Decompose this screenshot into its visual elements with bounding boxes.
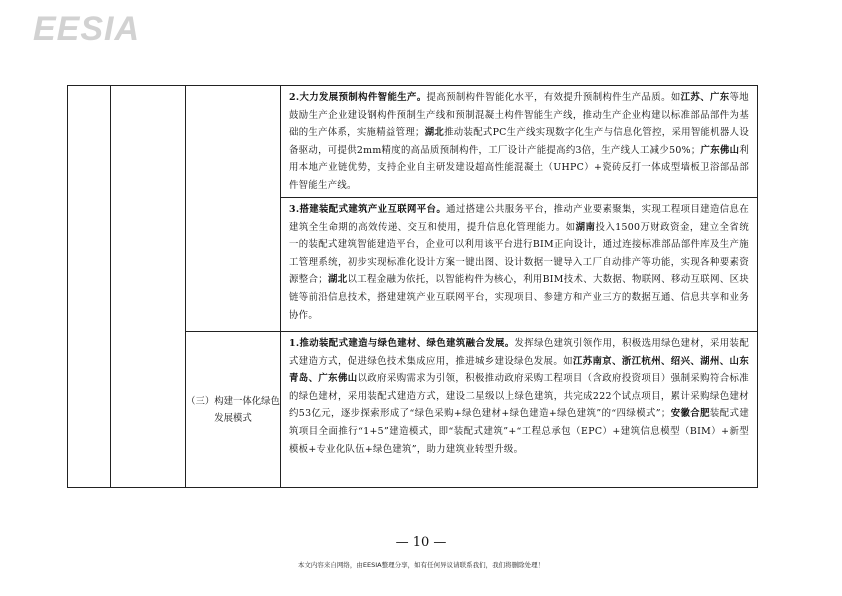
text-segment: 利用本地产业链优势，支持企业自主研发建设超高性能混凝土（UHPC）+瓷砖反打一体成型墙板卫浴部品部件智能生产线。 (289, 144, 750, 191)
bold-text-segment: 湖北 (424, 127, 445, 139)
subsection-cell (186, 86, 281, 332)
text-segment: 等地鼓励生产企业建设钢构件预制生产线和预制混凝土构件智能生产线，推动生产企业构建以标准部品部件为基础的生产体系，实施精益管理； (289, 92, 749, 139)
page-number: — 10 — (395, 535, 447, 550)
bold-text-segment: 湖北 (327, 274, 348, 286)
content-cell-1 (281, 86, 757, 197)
bold-text-segment: 湖南 (575, 221, 596, 233)
text-segment: 装配式建筑项目全面推行“1+5”建造模式，即“装配式建筑”+“工程总承包（EPC）+建筑信息模型（BIM）+新型模板+专业化队伍+绿色建筑”，助力建筑业转型升级。 (289, 408, 750, 455)
subsection-label: （三）构建一体化绿色发展模式 (186, 332, 281, 488)
bold-text-segment: 3.搭建装配式建筑产业互联网平台。 (289, 204, 447, 215)
bold-text-segment: 1.推动装配式建造与绿色建材、绿色建筑融合发展。 (289, 338, 515, 349)
category-cell (68, 86, 111, 488)
subcategory-cell (111, 86, 186, 488)
content-cell-2 (281, 198, 757, 326)
table-row (68, 86, 758, 198)
text-segment: 以政府采购需求为引领，积极推动政府采购工程项目（含政府投资项目）强制采购符合标准的绿色建材，采用装配式建造方式，建设二星级以上绿色建筑，共完成222个试点项目，累计采购绿色建材约53亿元，逐步探索形成了“绿色采购+绿色建材+绿色建造+绿色建筑”的“四绿模式”； (289, 373, 749, 420)
text-segment: 发挥绿色建筑引领作用，积极选用绿色建材，采用装配式建造方式，促进绿色技术集成应用，推进城乡建设绿色发展。如 (289, 338, 749, 367)
bold-text-segment: 广东佛山 (700, 144, 740, 156)
text-segment: 通过搭建公共服务平台，推动产业要素聚集，实现工程项目建造信息在建筑全生命期的高效传递、交互和使用，提升信息化管理能力。如 (289, 204, 750, 233)
text-segment: 推动装配式PC生产线实现数字化生产与信息化管控，采用智能机器人设备驱动，可提供2mm精度的高品质预制构件，工厂设计产能提高约3倍，生产线人工减少50%； (289, 127, 749, 156)
text-segment: 提高预制构件智能化水平，有效提升预制构件生产品质。如 (426, 92, 681, 103)
text-segment: 以工程金融为依托，以智能构件为核心，利用BIM技术、大数据、物联网、移动互联网、区块链等前沿信息技术，搭建建筑产业互联网平台，实现项目、参建方和产业三方的数据互通、信息共享和业务协作。 (289, 274, 749, 321)
bold-text-segment: 安徽合肥 (670, 408, 710, 420)
bold-text-segment: 2.大力发展预制构件智能生产。 (289, 92, 427, 103)
bold-text-segment: 江苏南京、浙江杭州、绍兴、湖州、山东青岛、广东佛山 (289, 355, 750, 385)
footer-disclaimer: 本文内容来自网络，由EESIA整理分享，如有任何异议请联系我们，我们将删除处理！ (297, 561, 545, 569)
content-cell-3 (281, 332, 757, 460)
text-segment: 投入1500万财政资金，建立全省统一的装配式建筑智能建造平台，企业可以利用该平台进行BIM正向设计，通过连接标准部品部件库及生产施工管理系统，初步实现标准化设计方案一键出图、设计数据一键导入工厂自动排产等功能，实现各种要素资源整合； (289, 221, 749, 286)
bold-text-segment: 江苏、广东 (680, 92, 730, 103)
content-table (67, 85, 758, 488)
eesia-logo: EESIA (33, 10, 141, 48)
